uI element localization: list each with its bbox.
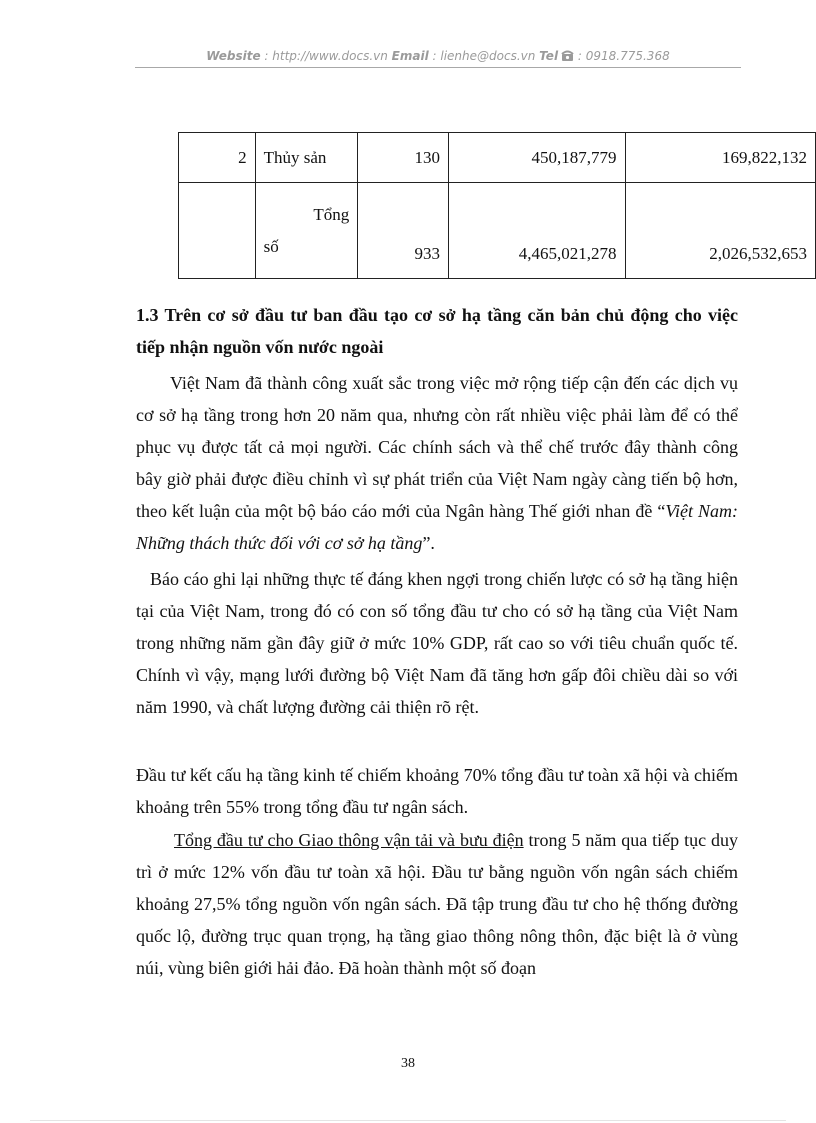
total-value-b: 2,026,532,653 [625,183,816,279]
total-count: 933 [358,183,449,279]
row-name: Thủy sản [255,133,358,183]
page-number: 38 [401,1056,415,1071]
underlined-phrase: Tổng đầu tư cho Giao thông vận tải và bưu điện [174,830,524,850]
header-divider [135,67,741,68]
total-label [255,183,358,279]
paragraph-1-end: ”. [422,533,435,553]
row-value-a: 450,187,779 [448,133,625,183]
paragraph-4-text: trong 5 năm qua tiếp tục duy trì ở mức 12% vốn đầu tư toàn xã hội. Đầu tư bằng nguồn vốn ngân sách chiếm khoảng 27,5% tổng nguồn vốn ngân sách. Đã tập trung đầu tư cho hệ thống đường quốc lộ, đường trục quan trọng, hạ tầng giao thông nông thôn, đặc biệt là ở vùng núi, vùng biên giới hải đảo. Đã hoàn thành một số đoạn [136,830,738,978]
website-label: Website [206,49,261,63]
table-row-total [179,183,816,279]
row-value-b: 169,822,132 [625,133,816,183]
total-label-line2: số [263,236,279,256]
paragraph-3 [136,759,738,823]
total-label-line1: Tổng [313,204,350,224]
paragraph-2-text: Báo cáo ghi lại những thực tế đáng khen ngợi trong chiến lược có sở hạ tầng hiện tại của Việt Nam, trong đó có con số tổng đầu tư cho có sở hạ tầng của Việt Nam trong những năm gần đây giữ ở mức 10% GDP, rất cao so với tiêu chuẩn quốc tế. Chính vì vậy, mạng lưới đường bộ Việt Nam đã tăng hơn gấp đôi chiều dài so với năm 1990, và chất lượng đường cải thiện rõ rệt. [136,569,738,717]
section-heading: 1.3 Trên cơ sở đầu tư ban đầu tạo cơ sở hạ tầng căn bản chủ động cho việc tiếp nhận nguồn vốn nước ngoài [136,305,738,357]
report-title: Việt Nam: Những thách thức đối với cơ sở hạ tầng [136,501,738,553]
footer-divider [30,1120,786,1121]
row-number [179,183,256,279]
website-value: : http://www.docs.vn [260,49,392,63]
paragraph-2 [136,563,738,723]
total-value-a: 4,465,021,278 [448,183,625,279]
email-label: Email [391,49,429,63]
row-count: 130 [358,133,449,183]
paragraph-4 [136,824,738,984]
tel-value: : 0918.775.368 [574,49,670,63]
phone-icon [561,50,574,66]
email-value: : lienhe@docs.vn [428,49,540,63]
tel-label: Tel [539,49,559,63]
data-table [178,132,816,279]
row-number: 2 [179,133,256,183]
table-row [179,133,816,183]
paragraph-1-text: Việt Nam đã thành công xuất sắc trong việc mở rộng tiếp cận đến các dịch vụ cơ sở hạ tầng trong hơn 20 năm qua, nhưng còn rất nhiều việc phải làm để có thể phục vụ được tất cả mọi người. Các chính sách và thể chế trước đây thành công bây giờ phải được điều chỉnh vì sự phát triển của Việt Nam ngày càng tiến bộ hơn, theo kết luận của một bộ báo cáo mới của Ngân hàng Thế giới nhan đề “ [136,373,738,521]
page-header [135,48,741,66]
paragraph-1 [136,367,738,559]
paragraph-3-text: Đầu tư kết cấu hạ tầng kinh tế chiếm khoảng 70% tổng đầu tư toàn xã hội và chiếm khoảng trên 55% trong tổng đầu tư ngân sách. [136,765,738,817]
